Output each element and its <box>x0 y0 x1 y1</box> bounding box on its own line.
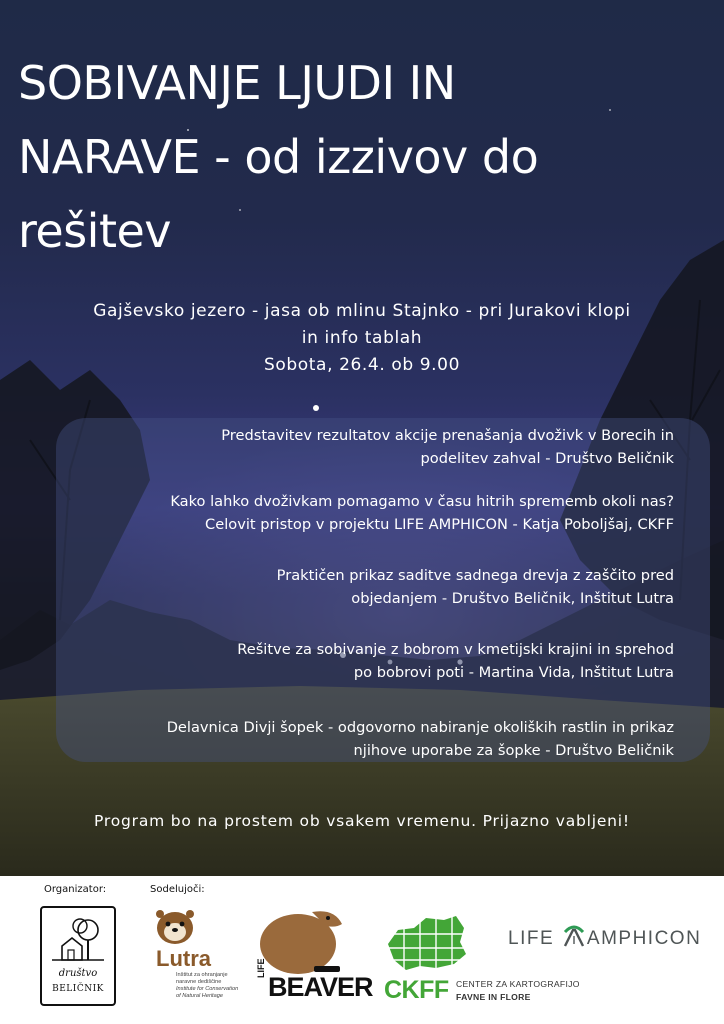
amphicon-life: LIFE <box>508 928 555 949</box>
poster-title: SOBIVANJE LJUDI IN NARAVE - od izzivov do rešitev <box>18 56 539 258</box>
tree-house-icon <box>42 910 114 970</box>
frog-road-icon <box>561 924 587 948</box>
location-line-1: Gajševsko jezero - jasa ob mlinu Stajnko - pri Jurakovi klopi <box>93 301 631 321</box>
amphicon-name: AMPHICON <box>586 928 702 949</box>
ckff-line-1: CENTER ZA KARTOGRAFIJO <box>456 979 580 989</box>
weather-note: Program bo na prostem ob vsakem vremenu. Prijazno vabljeni! <box>94 812 630 830</box>
partners-label: Sodelujoči: <box>150 884 205 895</box>
event-date: Sobota, 26.4. ob 9.00 <box>264 355 460 375</box>
belicnik-line-1: društvo <box>58 968 98 979</box>
ckff-name: CKFF <box>384 976 449 1004</box>
program-panel <box>56 418 710 762</box>
beaver-life-text: LIFE <box>256 958 266 978</box>
location-line-2: in info tablah <box>301 328 423 348</box>
beaver-name: BEAVER <box>268 972 373 1002</box>
program-item: Rešitve za sobivanje z bobrom v kmetijski krajini in sprehod po bobrovi poti - Martina Vida, Inštitut Lutra <box>237 641 674 681</box>
program-item: Delavnica Divji šopek - odgovorno nabiranje okoliških rastlin in prikaz njihove uporabe za šopke - Društvo Beličnik <box>166 719 674 759</box>
organizer-label: Organizator: <box>44 884 107 895</box>
program-item: Predstavitev rezultatov akcije prenašanja dvoživk v Borecih in podelitev zahval - Društvo Beličnik <box>221 427 674 467</box>
beaver-icon <box>256 906 348 974</box>
lutra-name: Lutra <box>156 946 211 971</box>
lutra-subtitle: Inštitut za ohranjanje naravne dediščine Institute for Conservation of Natural Heritage <box>176 972 239 999</box>
program-item: Kako lahko dvoživkam pomagamo v času hitrih sprememb okoli nas? Celovit pristop v projektu LIFE AMPHICON - Katja Poboljšaj, CKFF <box>170 493 674 533</box>
sponsor-strip <box>0 876 724 1024</box>
belicnik-line-2: BELIČNIK <box>52 984 104 994</box>
event-location <box>20 298 704 379</box>
amphicon-logo <box>508 924 701 950</box>
program-item: Praktičen prikaz saditve sadnega drevja z zaščito pred objedanjem - Društvo Beličnik, Inštitut Lutra <box>276 567 674 607</box>
ckff-line-2: FAVNE IN FLORE <box>456 992 531 1002</box>
slovenia-map-icon <box>384 914 468 972</box>
belicnik-logo <box>40 906 116 1006</box>
otter-icon <box>150 902 200 950</box>
